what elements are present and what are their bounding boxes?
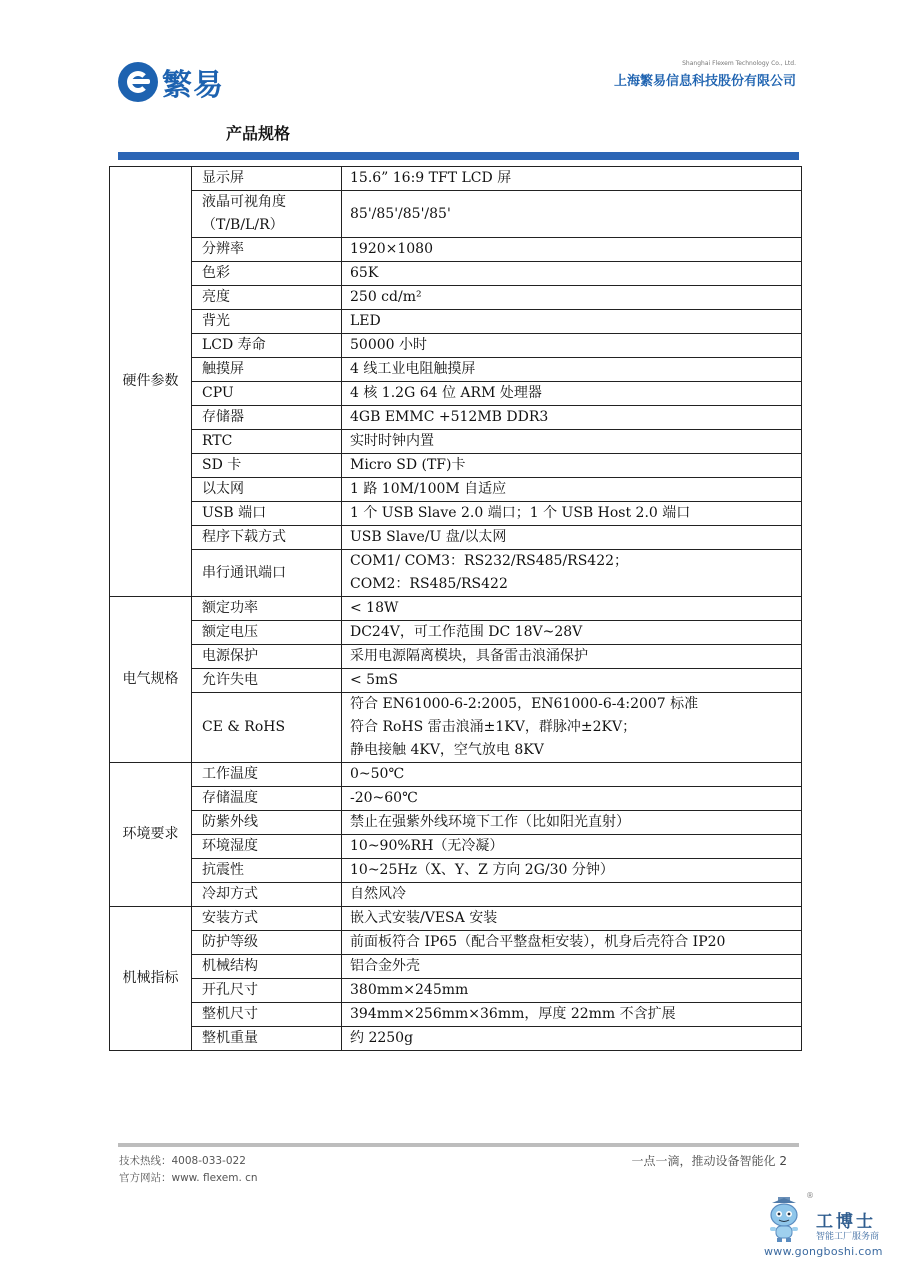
- spec-item: LCD 寿命: [192, 334, 342, 358]
- table-row: [110, 621, 802, 645]
- table-row: [110, 693, 802, 763]
- footer-slogan: 一点一滴，推动设备智能化 2: [631, 1154, 787, 1168]
- table-row: [110, 358, 802, 382]
- table-row: [110, 787, 802, 811]
- spec-item: 亮度: [192, 286, 342, 310]
- spec-item: 额定电压: [192, 621, 342, 645]
- spec-value: 1 个 USB Slave 2.0 端口；1 个 USB Host 2.0 端口: [342, 502, 802, 526]
- spec-item: 色彩: [192, 262, 342, 286]
- spec-value: 自然风冷: [342, 883, 802, 907]
- spec-item: RTC: [192, 430, 342, 454]
- spec-value: 394mm×256mm×36mm，厚度 22mm 不含扩展: [342, 1003, 802, 1027]
- spec-value: [342, 550, 802, 597]
- table-row: [110, 502, 802, 526]
- registered-mark: ®: [806, 1191, 814, 1200]
- table-row: [110, 669, 802, 693]
- spec-value: -20~60℃: [342, 787, 802, 811]
- spec-item: CE & RoHS: [192, 693, 342, 763]
- spec-value-line: 符合 RoHS 雷击浪涌±1KV，群脉冲±2KV；: [350, 719, 637, 735]
- spec-value: 4GB EMMC +512MB DDR3: [342, 406, 802, 430]
- spec-value: 铝合金外壳: [342, 955, 802, 979]
- spec-item: 存储温度: [192, 787, 342, 811]
- company-name-cn: 上海繁易信息科技股份有限公司: [613, 74, 796, 89]
- spec-value: 1 路 10M/100M 自适应: [342, 478, 802, 502]
- spec-item-line: 液晶可视角度: [202, 194, 286, 210]
- spec-item: 抗震性: [192, 859, 342, 883]
- table-row: [110, 931, 802, 955]
- spec-value: 实时时钟内置: [342, 430, 802, 454]
- spec-item: 整机重量: [192, 1027, 342, 1051]
- spec-value-line: COM1/ COM3：RS232/RS485/RS422；: [350, 553, 629, 569]
- spec-value: 250 cd/m²: [342, 286, 802, 310]
- spec-value: 禁止在强紫外线环境下工作（比如阳光直射）: [342, 811, 802, 835]
- table-row: [110, 167, 802, 191]
- spec-value: 10~25Hz（X、Y、Z 方向 2G/30 分钟）: [342, 859, 802, 883]
- spec-value: [342, 693, 802, 763]
- watermark-url: www.gongboshi.com: [764, 1245, 883, 1258]
- spec-value: 约 2250g: [342, 1027, 802, 1051]
- table-row: [110, 191, 802, 238]
- footer-hotline: 技术热线：4008-033-022: [119, 1155, 246, 1167]
- spec-value: DC24V，可工作范围 DC 18V~28V: [342, 621, 802, 645]
- spec-item: 防护等级: [192, 931, 342, 955]
- spec-item: [192, 191, 342, 238]
- table-row: [110, 835, 802, 859]
- table-row: [110, 1027, 802, 1051]
- spec-value: 4 线工业电阻触摸屏: [342, 358, 802, 382]
- table-row: [110, 645, 802, 669]
- spec-value: LED: [342, 310, 802, 334]
- category-mechanical: 机械指标: [110, 907, 192, 1051]
- table-row: [110, 382, 802, 406]
- spec-item: 开孔尺寸: [192, 979, 342, 1003]
- spec-item: USB 端口: [192, 502, 342, 526]
- table-row: [110, 526, 802, 550]
- watermark-title: 工博士: [816, 1212, 876, 1232]
- category-electrical: 电气规格: [110, 597, 192, 763]
- spec-item: 整机尺寸: [192, 1003, 342, 1027]
- spec-value-line: 静电接触 4KV，空气放电 8KV: [350, 742, 544, 758]
- table-row: [110, 478, 802, 502]
- spec-value: < 5mS: [342, 669, 802, 693]
- spec-item: 分辨率: [192, 238, 342, 262]
- flexem-logo: [118, 62, 224, 102]
- logo-text: 繁易: [162, 68, 224, 103]
- spec-item: SD 卡: [192, 454, 342, 478]
- table-row: [110, 310, 802, 334]
- spec-item: CPU: [192, 382, 342, 406]
- table-row: [110, 979, 802, 1003]
- spec-item: 防紫外线: [192, 811, 342, 835]
- spec-item: 电源保护: [192, 645, 342, 669]
- table-row: [110, 859, 802, 883]
- gongboshi-watermark: [762, 1193, 894, 1263]
- table-row: [110, 550, 802, 597]
- spec-value: 前面板符合 IP65（配合平整盘柜安装），机身后壳符合 IP20: [342, 931, 802, 955]
- table-row: [110, 238, 802, 262]
- flexem-logo-icon: [118, 62, 158, 102]
- footer-divider: [118, 1143, 799, 1147]
- table-row: [110, 763, 802, 787]
- spec-item: 环境湿度: [192, 835, 342, 859]
- spec-value: 50000 小时: [342, 334, 802, 358]
- table-row: [110, 597, 802, 621]
- spec-item-line: （T/B/L/R）: [202, 217, 284, 233]
- spec-value: 4 核 1.2G 64 位 ARM 处理器: [342, 382, 802, 406]
- spec-value: 10~90%RH（无冷凝）: [342, 835, 802, 859]
- table-row: [110, 406, 802, 430]
- spec-item: 安装方式: [192, 907, 342, 931]
- table-row: [110, 262, 802, 286]
- category-hardware: 硬件参数: [110, 167, 192, 597]
- spec-value: 0~50℃: [342, 763, 802, 787]
- table-row: [110, 883, 802, 907]
- spec-item: 允许失电: [192, 669, 342, 693]
- category-environment: 环境要求: [110, 763, 192, 907]
- table-row: [110, 811, 802, 835]
- spec-item: 额定功率: [192, 597, 342, 621]
- spec-value: 380mm×245mm: [342, 979, 802, 1003]
- spec-value: 15.6” 16:9 TFT LCD 屏: [342, 167, 802, 191]
- spec-item: 触摸屏: [192, 358, 342, 382]
- robot-mascot-icon: [764, 1197, 804, 1243]
- spec-value: 采用电源隔离模块，具备雷击浪涌保护: [342, 645, 802, 669]
- spec-value: < 18W: [342, 597, 802, 621]
- spec-item: 冷却方式: [192, 883, 342, 907]
- spec-value: 嵌入式安装/VESA 安装: [342, 907, 802, 931]
- spec-value-line: COM2：RS485/RS422: [350, 576, 508, 592]
- spec-item: 背光: [192, 310, 342, 334]
- spec-value: Micro SD (TF)卡: [342, 454, 802, 478]
- spec-value: 1920×1080: [342, 238, 802, 262]
- spec-item: 工作温度: [192, 763, 342, 787]
- table-row: [110, 454, 802, 478]
- spec-item: 机械结构: [192, 955, 342, 979]
- spec-value: USB Slave/U 盘/以太网: [342, 526, 802, 550]
- table-row: [110, 430, 802, 454]
- table-row: [110, 286, 802, 310]
- spec-value-line: 符合 EN61000-6-2:2005，EN61000-6-4:2007 标准: [350, 696, 699, 712]
- title-divider-bar: [118, 152, 799, 160]
- page-title: 产品规格: [226, 124, 291, 143]
- table-row: [110, 334, 802, 358]
- watermark-subtitle: 智能工厂服务商: [816, 1232, 880, 1242]
- spec-item: 程序下载方式: [192, 526, 342, 550]
- spec-item: 显示屏: [192, 167, 342, 191]
- table-row: [110, 907, 802, 931]
- company-name-en: Shanghai Flexem Technology Co., Ltd.: [682, 60, 796, 67]
- spec-value: 85'/85'/85'/85': [342, 191, 802, 238]
- footer-website: 官方网站：www. flexem. cn: [119, 1172, 258, 1184]
- table-row: [110, 1003, 802, 1027]
- spec-item: 以太网: [192, 478, 342, 502]
- spec-item: 串行通讯端口: [192, 550, 342, 597]
- spec-item: 存储器: [192, 406, 342, 430]
- spec-value: 65K: [342, 262, 802, 286]
- spec-table: [109, 166, 802, 1051]
- table-row: [110, 955, 802, 979]
